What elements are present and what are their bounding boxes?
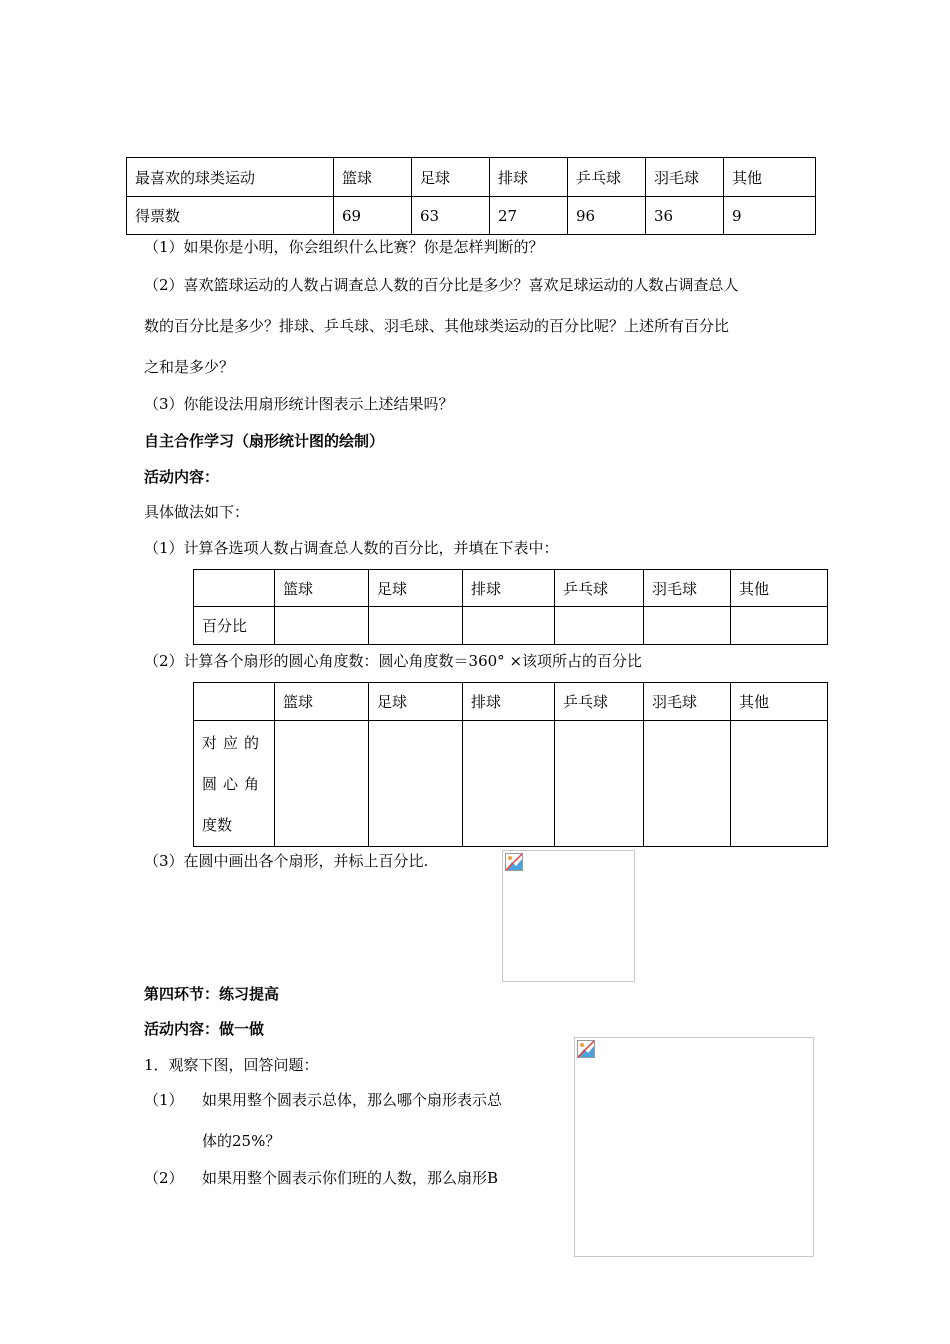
vote-table-header-cell: 排球 [490,158,568,197]
percent-table-header-cell: 篮球 [275,570,369,607]
question-1: （1）如果你是小明，你会组织什么比赛？你是怎样判断的？ [144,238,544,256]
pie-chart-image [502,850,635,982]
percent-table-header-cell: 乒乓球 [555,570,644,607]
exercise-1-q1-line-2: 体的25%？ [202,1132,281,1150]
angle-table-header-cell [194,683,275,721]
angle-row-label-line-3: 度数 [202,816,233,834]
vote-table-header-cell: 最喜欢的球类运动 [127,158,334,197]
vote-table-cell: 36 [646,197,724,235]
angle-table-header-cell: 羽毛球 [644,683,731,721]
percent-cell[interactable] [369,607,463,645]
vote-table-header-cell: 足球 [412,158,490,197]
angle-cell[interactable] [731,721,828,847]
angle-table-header-cell: 篮球 [275,683,369,721]
vote-table-header-cell: 篮球 [334,158,412,197]
percent-row-label: 百分比 [194,607,275,645]
vote-table [126,157,816,235]
step-3: （3）在圆中画出各个扇形，并标上百分比. [144,852,429,870]
section-2-activity: 活动内容：做一做 [144,1020,265,1038]
section-title: 自主合作学习（扇形统计图的绘制） [144,432,385,450]
percent-cell[interactable] [463,607,555,645]
percent-table [193,569,828,645]
exercise-1: 1．观察下图，回答问题： [144,1056,319,1074]
vote-table-cell: 63 [412,197,490,235]
angle-cell[interactable] [463,721,555,847]
step-1: （1）计算各选项人数占调查总人数的百分比，并填在下表中： [144,539,559,557]
question-2-line-1: （2）喜欢篮球运动的人数占调查总人数的百分比是多少？喜欢足球运动的人数占调查总人 [144,276,739,294]
angle-table [193,682,828,847]
question-2-line-3: 之和是多少？ [144,358,235,376]
angle-table-header-cell: 其他 [731,683,828,721]
angle-cell[interactable] [644,721,731,847]
exercise-chart-image [574,1037,814,1257]
exercise-1-q1-line-1: 如果用整个圆表示总体，那么哪个扇形表示总 [202,1091,503,1109]
angle-table-header-cell: 乒乓球 [555,683,644,721]
vote-table-cell: 9 [724,197,816,235]
percent-table-header-cell: 足球 [369,570,463,607]
vote-table-cell: 得票数 [127,197,334,235]
vote-table-cell: 27 [490,197,568,235]
angle-table-header-cell: 排球 [463,683,555,721]
angle-cell[interactable] [555,721,644,847]
broken-image-icon [505,853,523,871]
section-2-title: 第四环节：练习提高 [144,985,280,1003]
angle-table-header-cell: 足球 [369,683,463,721]
percent-table-header-cell: 其他 [731,570,828,607]
angle-row-label-line-2: 圆心角 [202,775,266,793]
percent-table-header-cell: 排球 [463,570,555,607]
vote-table-cell: 69 [334,197,412,235]
angle-row-label-line-1: 对应的 [202,734,266,752]
percent-cell[interactable] [644,607,731,645]
angle-cell[interactable] [275,721,369,847]
activity-label: 活动内容： [144,468,220,486]
percent-cell[interactable] [275,607,369,645]
percent-table-header-cell [194,570,275,607]
percent-cell[interactable] [555,607,644,645]
percent-table-header-cell: 羽毛球 [644,570,731,607]
vote-table-header-cell: 乒乓球 [568,158,646,197]
vote-table-header-cell: 羽毛球 [646,158,724,197]
angle-cell[interactable] [369,721,463,847]
vote-table-header-cell: 其他 [724,158,816,197]
step-2: （2）计算各个扇形的圆心角度数：圆心角度数＝360° ×该项所占的百分比 [144,652,643,670]
broken-image-icon [577,1040,595,1058]
exercise-1-q1-number: （1） [144,1091,184,1109]
vote-table-cell: 96 [568,197,646,235]
question-2-line-2: 数的百分比是多少？排球、乒乓球、羽毛球、其他球类运动的百分比呢？上述所有百分比 [144,317,730,335]
question-3: （3）你能设法用扇形统计图表示上述结果吗？ [144,395,454,413]
angle-row-label [194,721,275,847]
method-text: 具体做法如下： [144,503,250,521]
exercise-1-q2-line-1: 如果用整个圆表示你们班的人数，那么扇形B [202,1169,499,1187]
percent-cell[interactable] [731,607,828,645]
exercise-1-q2-number: （2） [144,1169,184,1187]
